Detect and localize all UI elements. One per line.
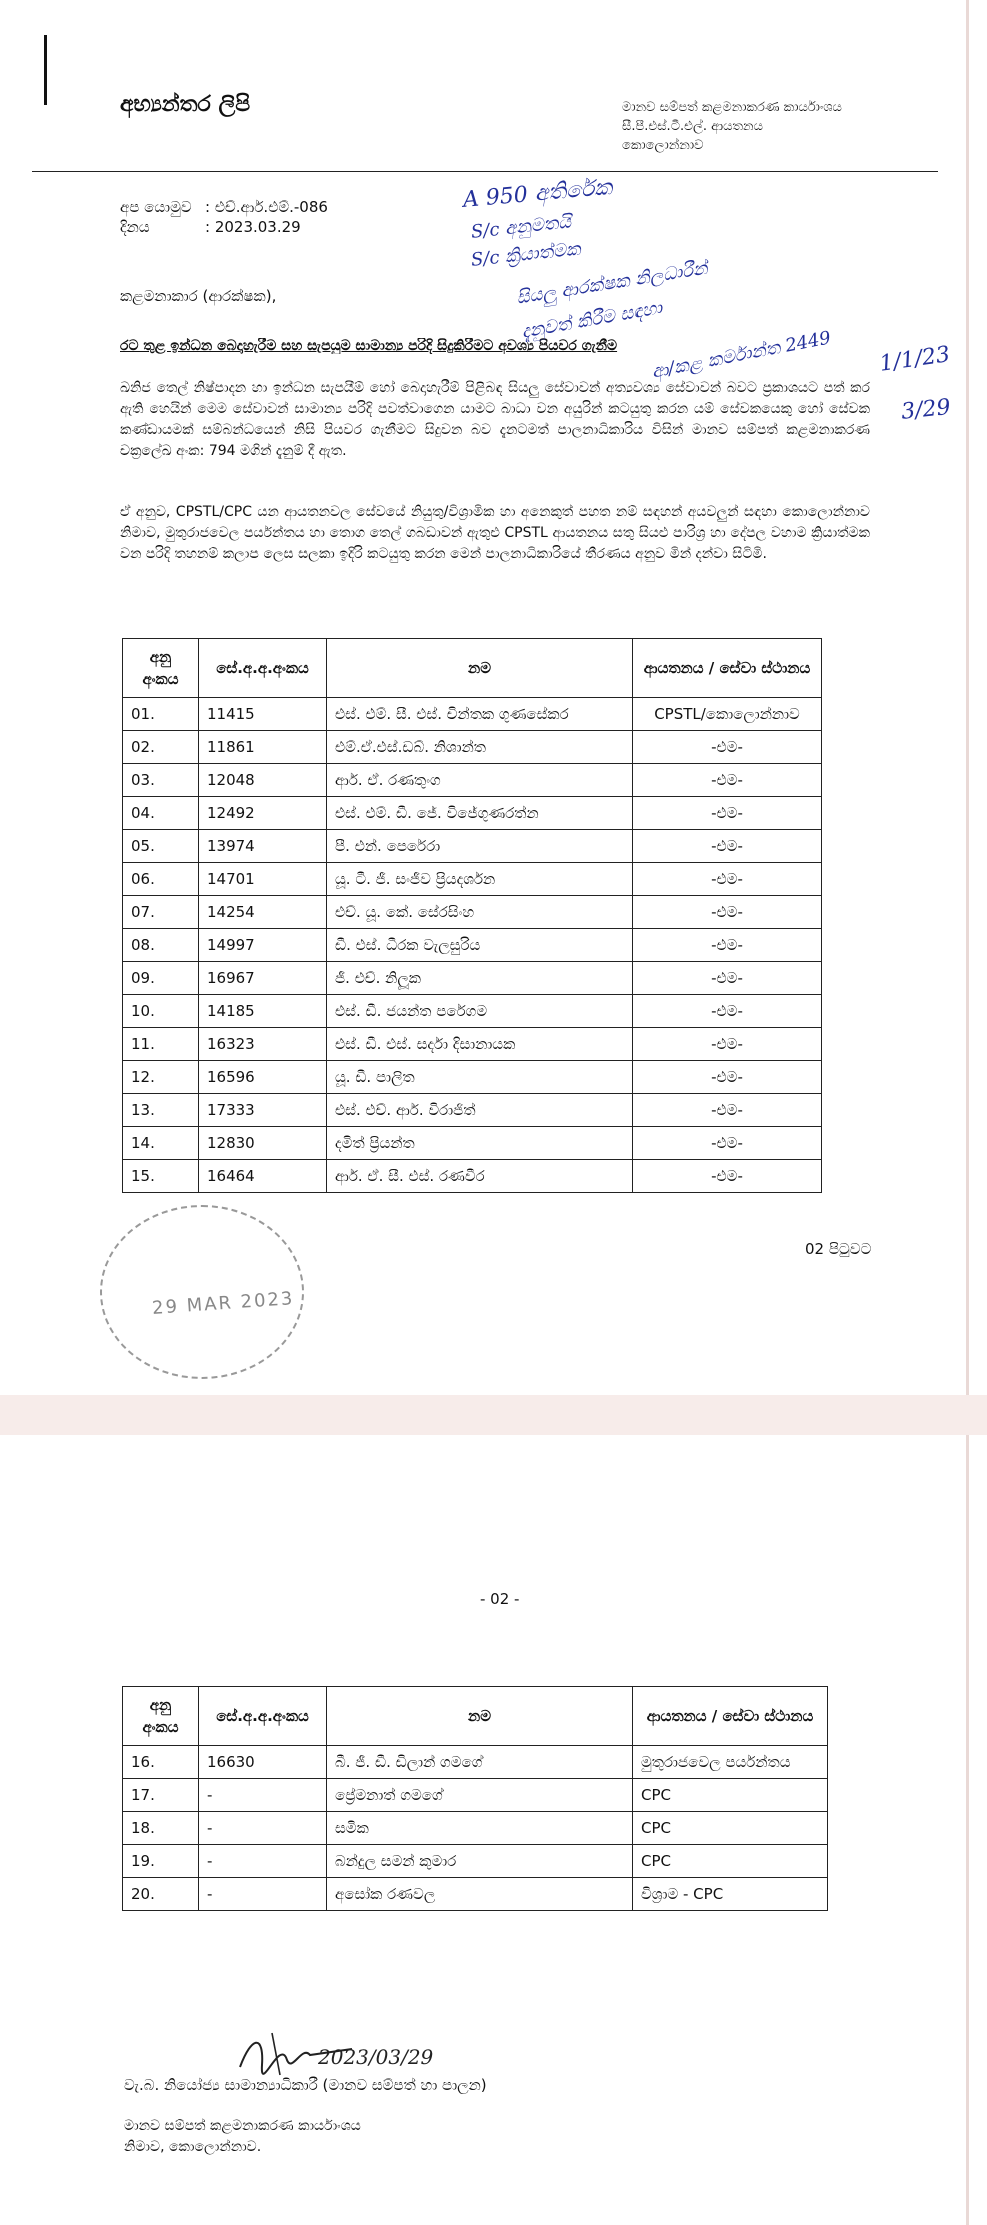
cell-serial: 08. [123,929,199,962]
cell-name: බී. ජී. ඩී. ඩිලාන් ගමගේ [327,1746,633,1779]
reference-value: : එච්.ආර්.එම්.-086 [205,198,328,216]
cell-serial: 01. [123,698,199,731]
table-row [123,1160,822,1193]
cell-name: එස්. ඩී. ජයන්ත පරේගම [327,995,633,1028]
table-row [123,698,822,731]
column-header-name: නම [327,1687,633,1746]
document-type: අභ්‍යන්තර ලිපි [120,92,251,117]
cell-name: එම්.ඒ.එස්.ඩබ්. නිශාන්ත [327,731,633,764]
cell-serial: 13. [123,1094,199,1127]
cell-employee-number: 16967 [199,962,327,995]
cell-name: ආර්. ඒ. රණතුංග [327,764,633,797]
cell-employee-number: 14254 [199,896,327,929]
table-row [123,1746,828,1779]
cell-workplace: -එම- [633,764,822,797]
cell-workplace: -එම- [633,1028,822,1061]
sender-line: කොලොන්නාව [622,138,704,153]
cell-serial: 17. [123,1779,199,1812]
cell-serial: 05. [123,830,199,863]
handwritten-note: S/c අනුමතයි [470,211,573,243]
paragraph-1: ඛනිජ තෙල් නිෂ්පාදන හා ඉන්ධන සැපයීම් හෝ බෙදාහැරීම් පිළිබඳ සියලු සේවාවන් අත්‍යවශ්‍ය සේවාවන් බවට ප්‍රකාශයට පත් කර ඇති හෙයින් මෙම සේවාවන් සාමාන්‍ය පරිදි පවත්වාගෙන යාමට බාධා වන අයුරින් කටයුතු කරන යම් සේවකයෙකු හෝ සේවක කණ්ඩායමක් සම්බන්ධයෙන් නිසි පියවර ගැනීමට සිදුවන බව දැනටමත් පාලනාධිකාරිය විසින් මානව සම්පත් කළමනාකරණ චක්‍රලේඛ අංක: 794 මගින් දැනුම් දී ඇත. [120,380,870,459]
table-row [123,863,822,896]
cell-name: ප්‍රේමනාත් ගමගේ [327,1779,633,1812]
table-row [123,1127,822,1160]
column-header-employee-number: සේ.අ.අ.අංකය [199,639,327,698]
cell-employee-number: 16464 [199,1160,327,1193]
cell-employee-number: 12830 [199,1127,327,1160]
subject-line: රට තුළ ඉන්ධන බෙදාහැරීම සහ සැපයුම සාමාන්‍ය පරිදි සිදුකිරීමට අවශ්‍ය පියවර ගැනීම [120,338,618,354]
cell-serial: 07. [123,896,199,929]
names-table-page-1 [122,638,822,1193]
cell-name: අසෝක රණවල [327,1878,633,1911]
cell-name: දමිත් ප්‍රියන්ත [327,1127,633,1160]
table-row [123,995,822,1028]
cell-serial: 02. [123,731,199,764]
cell-name: ආර්. ඒ. සී. එස්. රණවීර [327,1160,633,1193]
cell-name: එස්. එච්. ආර්. විරාජිත් [327,1094,633,1127]
names-table-page-2 [122,1686,828,1911]
date-label: දිනය [120,218,150,236]
cell-employee-number: - [199,1812,327,1845]
cell-name: ජී. එච්. නිලූක [327,962,633,995]
cell-employee-number: - [199,1779,327,1812]
cell-workplace: CPSTL/කොලොන්නාව [633,698,822,731]
cell-workplace: -එම- [633,929,822,962]
cell-serial: 03. [123,764,199,797]
cell-name: එස්. එම්. ඩී. ජේ. විජේගුණරත්න [327,797,633,830]
cell-name: එච්. යූ. කේ. සේරසිංහ [327,896,633,929]
cell-serial: 06. [123,863,199,896]
cell-name: එස්. ඩී. එස්. සර්දා දිසානායක [327,1028,633,1061]
table-row [123,929,822,962]
cell-workplace: විශ්‍රාම - CPC [633,1878,828,1911]
cell-workplace: -එම- [633,863,822,896]
table-row [123,731,822,764]
cell-employee-number: 16630 [199,1746,327,1779]
table-row [123,1845,828,1878]
cell-employee-number: 11415 [199,698,327,731]
cell-serial: 12. [123,1061,199,1094]
cell-serial: 16. [123,1746,199,1779]
cell-workplace: CPC [633,1812,828,1845]
cell-name: යූ. ඩී. පාලිත [327,1061,633,1094]
cell-employee-number: 17333 [199,1094,327,1127]
cell-employee-number: 14997 [199,929,327,962]
stamp-date: 29 MAR 2023 [151,1288,296,1319]
handwritten-note: A 950 අතිරේක [462,174,614,213]
cell-workplace: -එම- [633,797,822,830]
continued-on-next-page: 02 පිටුවට [805,1240,872,1258]
cell-employee-number: 14701 [199,863,327,896]
table-row [123,1812,828,1845]
handwritten-note: සියලු ආරක්ෂක නිලධාරීන් [515,257,709,309]
cell-serial: 18. [123,1812,199,1845]
cell-name: පී. එන්. පෙරේරා [327,830,633,863]
addressee: කළමනාකාර (ආරක්ෂක), [120,287,277,305]
reference-row [120,196,328,218]
footer-line: නිමාව, කොලොන්නාව. [124,2139,262,2155]
footer-line: මානව සම්පත් කළමනාකරණ කාර්යාංශය [124,2118,361,2134]
table-row [123,1061,822,1094]
column-header-workplace: ආයතනය / සේවා ස්ථානය [633,1687,828,1746]
cell-employee-number: 12492 [199,797,327,830]
handwritten-note: දැනුවත් කිරීම සඳහා [520,297,664,343]
cell-name: එස්. එම්. සී. එස්. චින්තක ගුණසේකර [327,698,633,731]
page-gap [0,1395,987,1435]
paragraph-2: ඒ අනුව, CPSTL/CPC යන ආයතනවල සේවයේ නියුතු/විශ්‍රාමික හා අනෙකුත් පහත නම් සඳහන් අයවලුන් සඳහා කොලොන්නාව නිමාව, මුතුරාජවෙල පර්යන්තය හා තොග තෙල් ගබඩාවන් ඇතුළු CPSTL ආයතනය සතු සියළු පාරිශ්‍ර හා දේපල වහාම ක්‍රියාත්මක වන පරිදි තහනම් කලාප ලෙස සලකා ඉදිරි කටයුතු කරන මෙන් පාලනාධිකාරියේ තීරණය අනුව මින් දන්වා සිටිමි. [120,504,870,562]
header-rule [32,171,938,172]
cell-workplace: -එම- [633,962,822,995]
table-row [123,1094,822,1127]
cell-serial: 04. [123,797,199,830]
column-header-name: නම [327,639,633,698]
cell-workplace: -එම- [633,1127,822,1160]
cell-employee-number: - [199,1878,327,1911]
cell-serial: 14. [123,1127,199,1160]
column-header-serial: අනු අංකය [123,1687,199,1746]
cell-employee-number: 12048 [199,764,327,797]
cell-name: යූ. ටී. ජී. සංජීව ප්‍රියදර්ශන [327,863,633,896]
cell-workplace: -එම- [633,1160,822,1193]
table-row [123,1028,822,1061]
cell-workplace: මුතුරාජවෙල පර්යන්තය [633,1746,828,1779]
table-row [123,764,822,797]
footer-block [124,2116,361,2158]
cell-workplace: -එම- [633,995,822,1028]
handwritten-note: S/c ක්‍රියාත්මක [470,238,582,271]
table-row [123,1878,828,1911]
cell-workplace: -එම- [633,896,822,929]
cell-name: බන්දුල සමන් කුමාර [327,1845,633,1878]
column-header-serial: අනු අංකය [123,639,199,698]
handwritten-note: 1/1/23 [878,342,952,377]
date-value: : 2023.03.29 [205,218,301,236]
cell-employee-number: 14185 [199,995,327,1028]
sender-block [622,98,842,155]
cell-employee-number: 11861 [199,731,327,764]
table-header-row [123,639,822,698]
cell-serial: 20. [123,1878,199,1911]
cell-workplace: -එම- [633,731,822,764]
handwritten-note: 3/29 [900,394,952,425]
reference-label: අප යොමුව [120,198,192,216]
margin-mark [44,35,47,105]
cell-serial: 19. [123,1845,199,1878]
signatory-title: වැ.බ. නියෝජ්‍ය සාමාන්‍යාධිකාරී (මානව සම්පත් හා පාලන) [124,2076,487,2094]
cell-employee-number: 13974 [199,830,327,863]
cell-workplace: CPC [633,1845,828,1878]
letter-page-2 [0,1435,969,2225]
cell-workplace: CPC [633,1779,828,1812]
sender-line: සී.පී.එස්.ටී.එල්. ආයතනය [622,119,763,134]
handwritten-note: ආ/කළ කර්මාන්ත 2449 [650,327,833,383]
cell-serial: 09. [123,962,199,995]
cell-serial: 11. [123,1028,199,1061]
page-number: - 02 - [480,1590,520,1608]
cell-workplace: -එම- [633,1061,822,1094]
cell-workplace: -එම- [633,1094,822,1127]
cell-employee-number: - [199,1845,327,1878]
cell-name: ඩී. එස්. ධීරක වැලසුරිය [327,929,633,962]
cell-name: සමික [327,1812,633,1845]
table-row [123,1779,828,1812]
cell-employee-number: 16323 [199,1028,327,1061]
table-row [123,797,822,830]
cell-serial: 15. [123,1160,199,1193]
signature-date: 2023/03/29 [318,2045,434,2069]
column-header-employee-number: සේ.අ.අ.අංකය [199,1687,327,1746]
column-header-workplace: ආයතනය / සේවා ස්ථානය [633,639,822,698]
table-row [123,896,822,929]
table-row [123,962,822,995]
cell-serial: 10. [123,995,199,1028]
table-header-row [123,1687,828,1746]
cell-workplace: -එම- [633,830,822,863]
table-row [123,830,822,863]
cell-employee-number: 16596 [199,1061,327,1094]
date-row [120,216,301,238]
sender-line: මානව සම්පත් කළමනාකරණ කාර්යාංශය [622,100,842,115]
